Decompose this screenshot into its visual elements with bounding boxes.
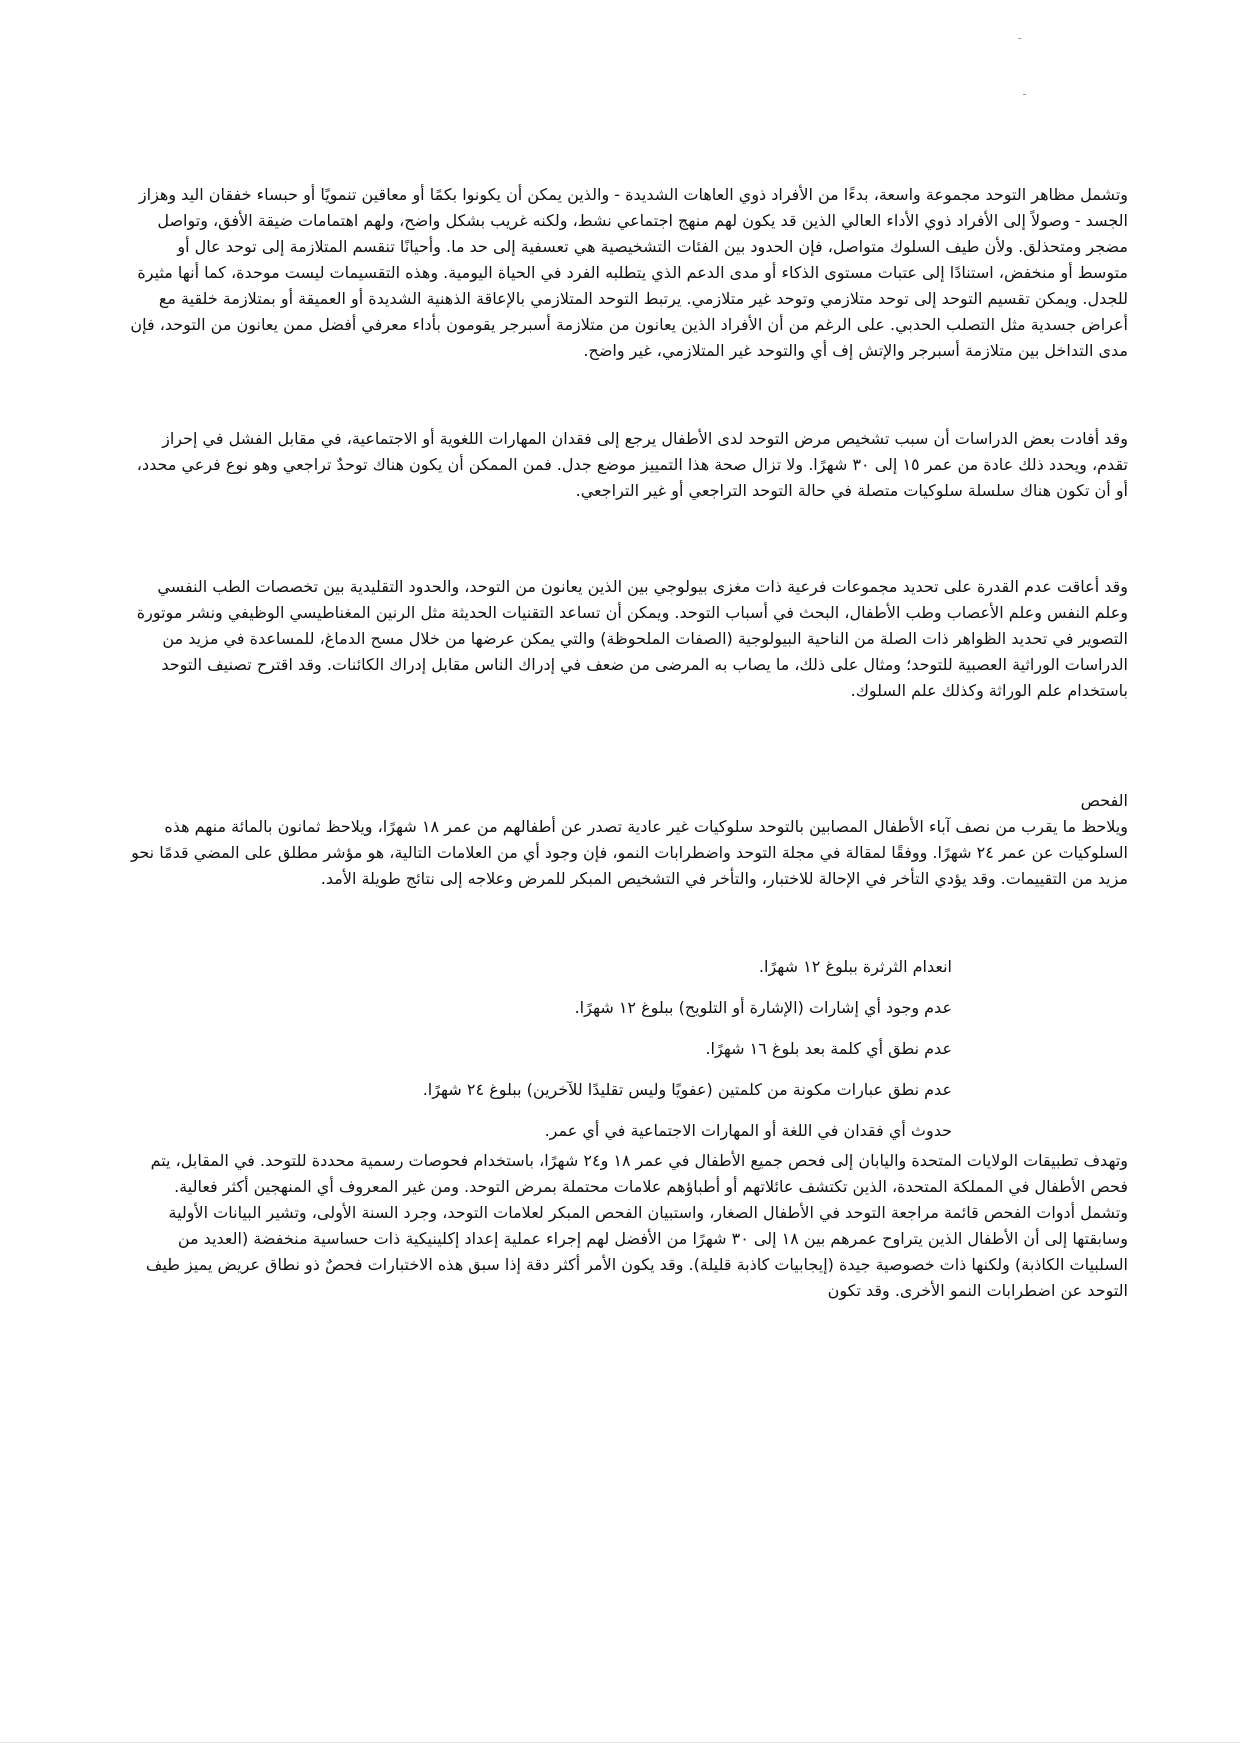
paragraph-regressive-autism: وقد أفادت بعض الدراسات أن سبب تشخيص مرض التوحد لدى الأطفال يرجع إلى فقدان المهارات اللغوية أو الاجتماعية، في مقابل الفشل في إحراز تقدم، ويحدد ذلك عادة من عمر ١٥ إلى ٣٠ شهرًا. ولا تزال صحة هذا التمييز موضع جدل. فمن الممكن أن يكون هناك توحدٌ تراجعي وهو نوع فرعي محدد، أو أن تكون هناك سلسلة سلوكيات متصلة في حالة التوحد التراجعي أو غير التراجعي. bbox=[136, 429, 1128, 500]
paragraph-screening-tools: وتهدف تطبيقات الولايات المتحدة واليابان إلى فحص جميع الأطفال في عمر ١٨ و٢٤ شهرًا، باستخدام فحوصات رسمية محددة للتوحد. في المقابل، يتم فحص الأطفال في المملكة المتحدة، الذين تكتشف عائلاتهم أو أطباؤهم علامات محتملة بمرض التوحد. ومن غير المعروف أي المنهجين أكثر فعالية. وتشمل أدوات الفحص قائمة مراجعة التوحد في الأطفال الصغار، واستبيان الفحص المبكر لعلامات التوحد، وجرد السنة الأولى، وتشير البيانات الأولية وسابقتها إلى أن الأطفال الذين يتراوح عمرهم بين ١٨ إلى ٣٠ شهرًا من الأفضل لهم إجراء عملية إعداد إكلينيكية ذات حساسية منخفضة (العديد من السلبيات الكاذبة) ولكنها ذات خصوصية جيدة (إيجابيات كاذبة قليلة). وقد يكون الأمر أكثر دقة إذا سبق هذه الاختبارات فحصٌ ذو نطاق عريض يميز طيف التوحد عن اضطرابات النمو الأخرى. وقد تكون bbox=[145, 1151, 1128, 1300]
scan-speck bbox=[1023, 94, 1026, 95]
list-item: حدوث أي فقدان في اللغة أو المهارات الاجتماعية في أي عمر. bbox=[544, 1121, 952, 1140]
warning-signs-list bbox=[128, 954, 1128, 1144]
document-body bbox=[128, 182, 1128, 1304]
paragraph-research-subgroups: وقد أعاقت عدم القدرة على تحديد مجموعات فرعية ذات مغزى بيولوجي بين الذين يعانون من التوحد، والحدود التقليدية بين تخصصات الطب النفسي وعلم النفس وعلم الأعصاب وطب الأطفال، البحث في أسباب التوحد. ويمكن أن تساعد التقنيات الحديثة مثل الرنين المغناطيسي الوظيفي ونشر موتورة التصوير في تحديد الظواهر ذات الصلة من الناحية البيولوجية (الصفات الملحوظة) والتي يمكن عرضها من خلال مسح الدماغ، للمساعدة في مزيد من الدراسات الوراثية العصبية للتوحد؛ ومثال على ذلك، ما يصاب به المرضى من ضعف في إدراك الناس مقابل إدراك الكائنات. وقد اقترح تصنيف التوحد باستخدام علم الوراثة وكذلك علم السلوك. bbox=[136, 577, 1128, 700]
section-heading-screening: الفحص bbox=[1080, 791, 1128, 810]
scan-speck bbox=[1018, 38, 1021, 39]
paragraph-screening-intro: ويلاحظ ما يقرب من نصف آباء الأطفال المصابين بالتوحد سلوكيات غير عادية تصدر عن أطفالهم من عمر ١٨ شهرًا، ويلاحظ ثمانون بالمائة منهم هذه السلوكيات عن عمر ٢٤ شهرًا. ووفقًا لمقالة في مجلة التوحد واضطرابات النمو، فإن وجود أي من العلامات التالية، هو مؤشر مطلق على المضي قدمًا نحو مزيد من التقييمات. وقد يؤدي التأخر في الإحالة للاختبار، والتأخر في التشخيص المبكر للمرض وعلاجه إلى نتائج طويلة الأمد. bbox=[131, 817, 1128, 888]
list-item: انعدام الثرثرة ببلوغ ١٢ شهرًا. bbox=[758, 957, 952, 976]
list-item: عدم نطق أي كلمة بعد بلوغ ١٦ شهرًا. bbox=[705, 1039, 952, 1058]
list-item: عدم نطق عبارات مكونة من كلمتين (عفويًا وليس تقليدًا للآخرين) ببلوغ ٢٤ شهرًا. bbox=[422, 1080, 952, 1099]
list-item: عدم وجود أي إشارات (الإشارة أو التلويح) ببلوغ ١٢ شهرًا. bbox=[574, 998, 952, 1017]
page-bottom-edge bbox=[0, 1742, 1240, 1743]
paragraph-autism-spectrum: وتشمل مظاهر التوحد مجموعة واسعة، بدءًا من الأفراد ذوي العاهات الشديدة - والذين يمكن أن يكونوا بكمًا أو معاقين تنمويًا أو حبساء خفقان اليد وهزاز الجسد - وصولاً إلى الأفراد ذوي الأداء العالي الذين قد يكون لهم منهج اجتماعي نشط، ولكنه غريب بشكل واضح، ولهم اهتمامات ضيقة الأفق، وتواصل مضجر ومتحذلق. ولأن طيف السلوك متواصل، فإن الحدود بين الفئات التشخيصية هي تعسفية إلى حد ما. وأحيانًا تنقسم المتلازمة إلى توحد عال أو متوسط أو منخفض، استنادًا إلى عتبات مستوى الذكاء أو مدى الدعم الذي يتطلبه الفرد في الحياة اليومية. وهذه التقسيمات ليست موحدة، كما أنها مثيرة للجدل. ويمكن تقسيم التوحد إلى توحد متلازمي وتوحد غير متلازمي. يرتبط التوحد المتلازمي بالإعاقة الذهنية الشديدة أو العميقة أو بمتلازمة خلقية مع أعراض جسدية مثل التصلب الحدبي. على الرغم من أن الأفراد الذين يعانون من متلازمة أسبرجر يقومون بأداء معرفي أفضل ممن يعانون من التوحد، فإن مدى التداخل بين متلازمة أسبرجر والإتش إف أي والتوحد غير المتلازمي، غير واضح. bbox=[130, 185, 1128, 360]
